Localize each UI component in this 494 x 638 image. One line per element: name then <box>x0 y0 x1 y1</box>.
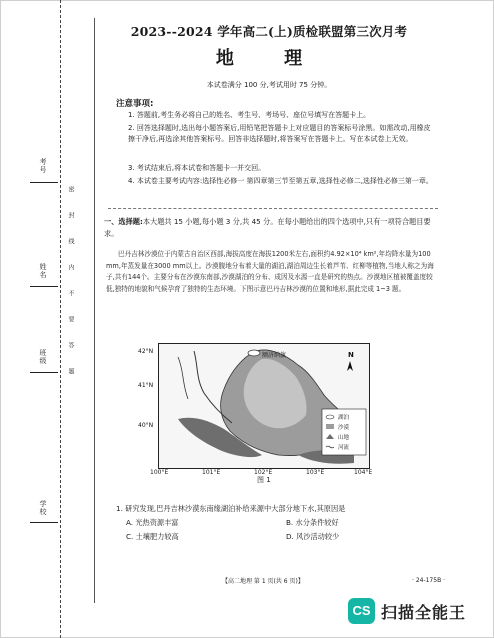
map-caption: 图 1 <box>257 476 271 484</box>
option-d: D. 风沙活动较少 <box>286 532 340 541</box>
binding-solid-line <box>94 18 95 603</box>
sidebar-label-name: 姓名 <box>39 263 47 279</box>
lon-label: 100°E <box>150 469 169 476</box>
notes-divider <box>108 208 438 209</box>
seal-char: 线 <box>67 238 74 245</box>
note-item: 3. 考试结束后,将本试卷和答题卡一并交回。 <box>128 164 266 172</box>
lat-label: 40°N <box>138 422 154 429</box>
section-title: 一、选择题: <box>104 217 143 226</box>
exam-info: 本试卷满分 100 分,考试用时 75 分钟。 <box>206 81 332 89</box>
option-a: A. 光热资源丰富 <box>126 518 179 527</box>
legend-item: 湖泊 <box>338 415 350 421</box>
seal-char: 答 <box>67 342 74 349</box>
lake-label: 额济纳旗 <box>262 352 287 359</box>
camscanner-label: 扫描全能王 <box>381 603 467 622</box>
desert-map <box>138 343 370 469</box>
legend-item: 山地 <box>338 435 350 441</box>
note-item: 2. 回答选择题时,选出每小题答案后,用铅笔把答题卡上对应题目的答案标号涂黑。如需改动,用橡皮擦干净后,再选涂其他答案标号。回答非选择题时,将答案写在答题卡上。写在本试卷上无效。 <box>128 124 431 143</box>
camscanner-watermark <box>348 596 488 626</box>
question-1: 1. 研究发现,巴丹吉林沙漠东南缘湖泊补给来源中大部分地下水,其原因是 <box>116 504 346 513</box>
legend-lake-icon <box>326 415 334 419</box>
option-c: C. 土壤肥力较高 <box>126 532 179 541</box>
camscanner-logo-icon: CS <box>348 598 375 624</box>
sidebar-label-class: 班级 <box>39 349 47 365</box>
note-item: 4. 本试卷主要考试内容:选择性必修一 第四章第三节至第五章,选择性必修二,选择性必修三第一章。 <box>128 177 433 185</box>
note-item: 1. 答题前,考生务必将自己的姓名、考生号、考场号、座位号填写在答题卡上。 <box>128 111 371 119</box>
legend-desert-icon <box>326 424 334 429</box>
exam-title: 2023--2024 学年高二(上)质检联盟第三次月考 <box>130 24 408 39</box>
legend-item: 沙漠 <box>338 425 350 431</box>
legend-item: 河流 <box>338 445 350 451</box>
option-b: B. 水分条件较好 <box>286 518 339 527</box>
notes-title: 注意事项: <box>116 99 154 109</box>
sidebar-label-exam-number: 考号 <box>39 158 47 174</box>
lon-label: 101°E <box>202 469 221 476</box>
north-arrow-label: N <box>348 351 354 359</box>
paper-code: · 24-175B · <box>412 577 445 584</box>
section-instructions: 本大题共 15 小题,每小题 3 分,共 45 分。在每小题给出的四个选项中,只有一项符合题目要求。 <box>104 217 431 238</box>
name-field-line <box>30 286 58 287</box>
seal-char: 题 <box>67 368 74 375</box>
section-heading <box>104 216 436 240</box>
seal-char: 封 <box>67 212 74 219</box>
seal-char: 内 <box>67 264 74 271</box>
sidebar-label-school: 学校 <box>39 500 47 516</box>
lake <box>248 350 260 356</box>
lat-label: 42°N <box>138 348 154 355</box>
school-field-line <box>30 522 58 523</box>
lon-label: 104°E <box>354 469 373 476</box>
seal-char: 密 <box>67 186 74 193</box>
seal-char: 要 <box>67 316 74 323</box>
lon-label: 103°E <box>306 469 325 476</box>
class-field-line <box>30 372 58 373</box>
subject-title: 地 理 <box>215 48 325 69</box>
passage-text: 巴丹吉林沙漠位于内蒙古自治区西部,海拔高度在海拔1200米左右,面积约4.92×10⁴ km²,年均降水量为100 mm,年蒸发量在3000 mm以上。沙漠腹地分布着大量的湖泊,湖泊周边生长着芦苇、红柳等植物,当地人称之为海子,共有144个。主要分布在沙漠东南部,沙漠湖泊的分布、成因及水源一直是研究的热点。沙漠地区植被覆盖度较低,独特的地貌和气候孕育了独特的生态环境。下图示意巴丹吉林沙漠的位置和地形,据此完成 1~3 题。 <box>106 250 434 293</box>
lat-label: 41°N <box>138 382 154 389</box>
exam-number-field-line <box>30 182 58 183</box>
page-footer: 【高二地理 第 1 页(共 6 页)】 <box>222 578 304 585</box>
binding-dashed-line <box>60 0 61 638</box>
seal-char: 不 <box>67 290 74 297</box>
lon-label: 102°E <box>254 469 273 476</box>
